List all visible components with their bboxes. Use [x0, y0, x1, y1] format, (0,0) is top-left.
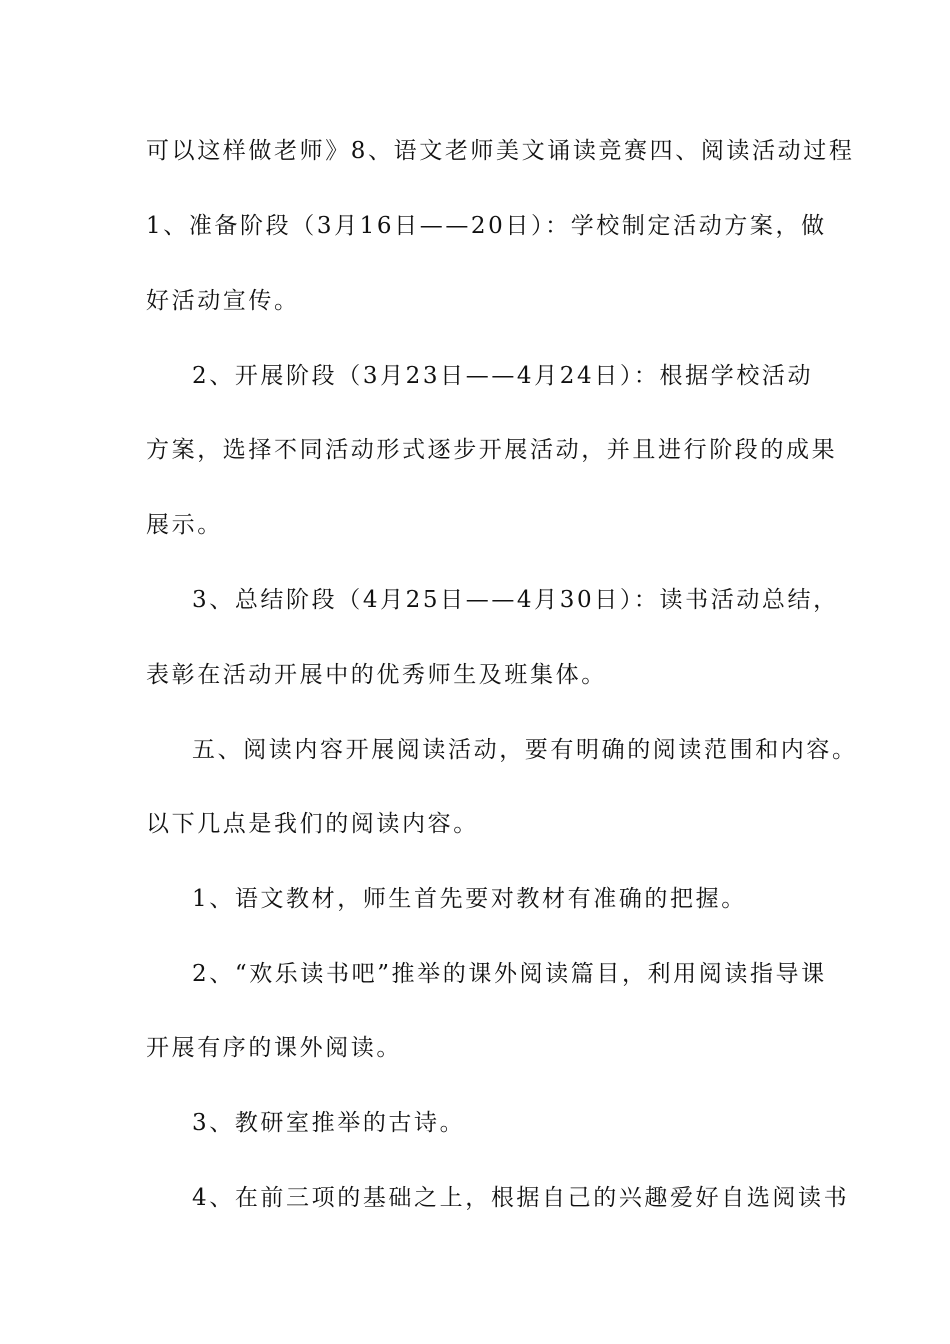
text-line-1: 可以这样做老师》8、语文老师美文诵读竞赛四、阅读活动过程: [146, 138, 855, 164]
text-line-9: 五、阅读内容开展阅读活动，要有明确的阅读范围和内容。: [192, 737, 858, 763]
text-line-11: 1、语文教材，师生首先要对教材有准确的把握。: [192, 886, 747, 912]
text-line-3: 好活动宣传。: [146, 288, 300, 314]
text-line-2: 1、准备阶段（3月16日——20日）：学校制定活动方案，做: [146, 213, 827, 239]
text-line-4: 2、开展阶段（3月23日——4月24日）：根据学校活动: [192, 363, 814, 389]
text-line-6: 展示。: [146, 512, 223, 538]
text-line-5: 方案，选择不同活动形式逐步开展活动，并且进行阶段的成果: [146, 437, 838, 463]
text-line-8: 表彰在活动开展中的优秀师生及班集体。: [146, 662, 607, 688]
text-line-15: 4、在前三项的基础之上，根据自己的兴趣爱好自选阅读书: [192, 1185, 850, 1211]
text-line-10: 以下几点是我们的阅读内容。: [146, 811, 479, 837]
text-line-12: 2、“欢乐读书吧”推举的课外阅读篇目，利用阅读指导课: [192, 961, 827, 987]
text-line-14: 3、教研室推举的古诗。: [192, 1110, 466, 1136]
text-line-7: 3、总结阶段（4月25日——4月30日）：读书活动总结，: [192, 587, 839, 613]
text-line-13: 开展有序的课外阅读。: [146, 1035, 402, 1061]
